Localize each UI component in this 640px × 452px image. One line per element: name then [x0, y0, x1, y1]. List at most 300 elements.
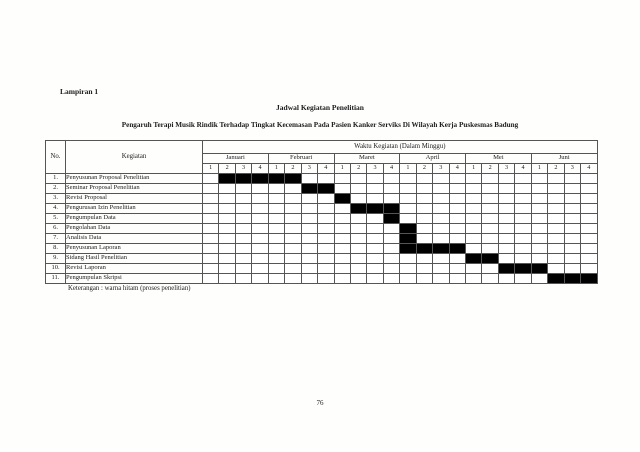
gantt-cell — [515, 214, 531, 224]
gantt-cell — [350, 174, 366, 184]
gantt-cell — [449, 244, 465, 254]
month-header-januari: Januari — [203, 154, 269, 164]
gantt-cell — [235, 224, 251, 234]
gantt-cell — [449, 214, 465, 224]
gantt-cell — [367, 274, 383, 284]
gantt-cell — [350, 264, 366, 274]
gantt-cell — [367, 214, 383, 224]
gantt-cell — [449, 274, 465, 284]
gantt-cell — [515, 174, 531, 184]
gantt-cell — [564, 274, 580, 284]
gantt-cell — [531, 174, 547, 184]
gantt-cell — [235, 264, 251, 274]
week-header: 3 — [301, 164, 317, 174]
row-number: 11. — [46, 274, 66, 284]
gantt-cell — [285, 194, 301, 204]
gantt-cell — [301, 274, 317, 284]
gantt-cell — [367, 244, 383, 254]
gantt-cell — [235, 254, 251, 264]
gantt-cell — [203, 274, 219, 284]
gantt-cell — [466, 254, 482, 264]
month-header-april: April — [400, 154, 466, 164]
gantt-cell — [203, 264, 219, 274]
gantt-cell — [367, 204, 383, 214]
gantt-cell — [482, 274, 498, 284]
gantt-cell — [350, 214, 366, 224]
gantt-cell — [235, 214, 251, 224]
gantt-cell — [334, 234, 350, 244]
gantt-cell — [367, 184, 383, 194]
table-row — [46, 204, 598, 214]
week-header: 1 — [400, 164, 416, 174]
gantt-cell — [515, 254, 531, 264]
activity-label: Seminar Proposal Penelitian — [66, 184, 203, 194]
gantt-cell — [433, 274, 449, 284]
gantt-cell — [466, 194, 482, 204]
gantt-cell — [482, 254, 498, 264]
gantt-cell — [252, 264, 268, 274]
gantt-cell — [203, 204, 219, 214]
gantt-cell — [268, 254, 284, 264]
activity-label: Revisi Laporan — [66, 264, 203, 274]
row-number: 10. — [46, 264, 66, 274]
gantt-cell — [482, 214, 498, 224]
gantt-cell — [449, 224, 465, 234]
week-header: 1 — [334, 164, 350, 174]
table-row — [46, 184, 598, 194]
gantt-cell — [564, 204, 580, 214]
activity-label: Revisi Proposal — [66, 194, 203, 204]
gantt-cell — [285, 214, 301, 224]
gantt-cell — [252, 254, 268, 264]
gantt-cell — [318, 244, 334, 254]
gantt-cell — [548, 244, 564, 254]
gantt-cell — [581, 204, 598, 214]
gantt-cell — [350, 204, 366, 214]
gantt-cell — [383, 274, 399, 284]
gantt-cell — [482, 234, 498, 244]
gantt-cell — [235, 174, 251, 184]
gantt-cell — [416, 234, 432, 244]
gantt-cell — [268, 274, 284, 284]
gantt-cell — [400, 254, 416, 264]
page-number: 76 — [316, 399, 324, 407]
gantt-cell — [219, 214, 235, 224]
gantt-cell — [433, 194, 449, 204]
gantt-cell — [334, 274, 350, 284]
row-number: 5. — [46, 214, 66, 224]
week-header: 3 — [235, 164, 251, 174]
gantt-cell — [219, 244, 235, 254]
gantt-cell — [203, 254, 219, 264]
gantt-cell — [433, 234, 449, 244]
row-number: 9. — [46, 254, 66, 264]
gantt-cell — [564, 244, 580, 254]
gantt-cell — [318, 224, 334, 234]
week-header: 3 — [433, 164, 449, 174]
gantt-cell — [515, 244, 531, 254]
gantt-cell — [449, 264, 465, 274]
week-header: 2 — [416, 164, 432, 174]
gantt-cell — [301, 184, 317, 194]
gantt-cell — [515, 204, 531, 214]
gantt-cell — [515, 274, 531, 284]
gantt-cell — [416, 264, 432, 274]
gantt-cell — [416, 184, 432, 194]
gantt-cell — [581, 214, 598, 224]
gantt-cell — [548, 174, 564, 184]
gantt-cell — [203, 184, 219, 194]
gantt-cell — [416, 254, 432, 264]
gantt-cell — [482, 204, 498, 214]
gantt-cell — [350, 184, 366, 194]
week-header: 4 — [515, 164, 531, 174]
gantt-cell — [531, 194, 547, 204]
gantt-cell — [548, 194, 564, 204]
gantt-cell — [252, 224, 268, 234]
gantt-cell — [564, 194, 580, 204]
gantt-cell — [515, 224, 531, 234]
gantt-cell — [449, 204, 465, 214]
gantt-cell — [219, 194, 235, 204]
gantt-cell — [482, 264, 498, 274]
gantt-cell — [285, 274, 301, 284]
gantt-cell — [466, 204, 482, 214]
gantt-cell — [433, 224, 449, 234]
gantt-cell — [219, 204, 235, 214]
gantt-cell — [400, 184, 416, 194]
gantt-cell — [318, 204, 334, 214]
week-header: 4 — [581, 164, 598, 174]
gantt-cell — [219, 224, 235, 234]
week-header: 4 — [449, 164, 465, 174]
gantt-cell — [449, 194, 465, 204]
gantt-cell — [498, 214, 514, 224]
activity-label: Sidang Hasil Penelitian — [66, 254, 203, 264]
gantt-cell — [318, 274, 334, 284]
gantt-cell — [350, 224, 366, 234]
week-header: 2 — [350, 164, 366, 174]
activity-label: Analisis Data — [66, 234, 203, 244]
col-header-waktu: Waktu Kegiatan (Dalam Minggu) — [203, 141, 598, 154]
gantt-cell — [581, 184, 598, 194]
week-header: 4 — [252, 164, 268, 174]
gantt-cell — [203, 174, 219, 184]
gantt-cell — [564, 184, 580, 194]
gantt-cell — [252, 274, 268, 284]
week-header: 3 — [367, 164, 383, 174]
gantt-cell — [466, 184, 482, 194]
row-number: 8. — [46, 244, 66, 254]
gantt-cell — [334, 254, 350, 264]
gantt-cell — [203, 234, 219, 244]
gantt-cell — [433, 174, 449, 184]
gantt-cell — [498, 244, 514, 254]
gantt-cell — [301, 174, 317, 184]
gantt-cell — [367, 194, 383, 204]
gantt-cell — [482, 184, 498, 194]
gantt-cell — [301, 264, 317, 274]
gantt-cell — [531, 214, 547, 224]
gantt-cell — [564, 214, 580, 224]
gantt-cell — [416, 174, 432, 184]
table-row — [46, 274, 598, 284]
gantt-cell — [285, 204, 301, 214]
row-number: 7. — [46, 234, 66, 244]
gantt-cell — [400, 174, 416, 184]
week-header: 3 — [498, 164, 514, 174]
table-row — [46, 174, 598, 184]
gantt-cell — [301, 194, 317, 204]
gantt-cell — [400, 274, 416, 284]
gantt-cell — [548, 204, 564, 214]
activity-label: Pengumpulan Data — [66, 214, 203, 224]
schedule-table — [45, 140, 598, 284]
week-header: 2 — [285, 164, 301, 174]
gantt-cell — [268, 224, 284, 234]
gantt-cell — [548, 184, 564, 194]
gantt-cell — [515, 194, 531, 204]
gantt-cell — [301, 244, 317, 254]
gantt-cell — [548, 264, 564, 274]
gantt-cell — [581, 194, 598, 204]
week-header: 1 — [531, 164, 547, 174]
gantt-cell — [416, 204, 432, 214]
gantt-cell — [498, 204, 514, 214]
table-row — [46, 234, 598, 244]
gantt-cell — [515, 264, 531, 274]
gantt-cell — [219, 254, 235, 264]
gantt-cell — [252, 204, 268, 214]
gantt-cell — [268, 214, 284, 224]
gantt-cell — [285, 184, 301, 194]
activity-label: Pengurusan Izin Penelitian — [66, 204, 203, 214]
gantt-cell — [301, 214, 317, 224]
gantt-cell — [350, 274, 366, 284]
gantt-cell — [498, 254, 514, 264]
month-header-juni: Juni — [531, 154, 597, 164]
gantt-cell — [400, 214, 416, 224]
gantt-cell — [581, 234, 598, 244]
row-number: 2. — [46, 184, 66, 194]
gantt-cell — [383, 224, 399, 234]
table-row — [46, 264, 598, 274]
gantt-cell — [203, 194, 219, 204]
table-row — [46, 214, 598, 224]
gantt-cell — [252, 234, 268, 244]
gantt-cell — [515, 184, 531, 194]
gantt-cell — [449, 174, 465, 184]
week-header: 4 — [318, 164, 334, 174]
gantt-cell — [498, 184, 514, 194]
gantt-cell — [482, 194, 498, 204]
week-header: 1 — [203, 164, 219, 174]
gantt-cell — [350, 194, 366, 204]
document-subtitle: Pengaruh Terapi Musik Rindik Terhadap Tingkat Kecemasan Pada Pasien Kanker Serviks Di Wilayah Kerja Puskesmas Badung — [121, 121, 519, 129]
gantt-cell — [350, 254, 366, 264]
table-row — [46, 194, 598, 204]
gantt-cell — [466, 174, 482, 184]
gantt-cell — [350, 234, 366, 244]
gantt-cell — [449, 254, 465, 264]
gantt-cell — [531, 224, 547, 234]
week-header: 1 — [466, 164, 482, 174]
gantt-cell — [252, 184, 268, 194]
gantt-cell — [235, 274, 251, 284]
gantt-cell — [564, 234, 580, 244]
gantt-cell — [498, 174, 514, 184]
gantt-cell — [482, 244, 498, 254]
gantt-cell — [581, 274, 598, 284]
row-number: 4. — [46, 204, 66, 214]
gantt-cell — [268, 244, 284, 254]
gantt-cell — [482, 174, 498, 184]
gantt-cell — [367, 174, 383, 184]
table-row — [46, 254, 598, 264]
gantt-cell — [367, 264, 383, 274]
gantt-cell — [433, 244, 449, 254]
gantt-cell — [564, 264, 580, 274]
gantt-cell — [318, 174, 334, 184]
gantt-cell — [285, 254, 301, 264]
gantt-cell — [449, 184, 465, 194]
week-header: 2 — [482, 164, 498, 174]
gantt-cell — [466, 244, 482, 254]
gantt-cell — [318, 184, 334, 194]
gantt-cell — [219, 264, 235, 274]
gantt-cell — [383, 174, 399, 184]
gantt-cell — [383, 204, 399, 214]
gantt-cell — [531, 254, 547, 264]
gantt-cell — [383, 244, 399, 254]
gantt-cell — [433, 214, 449, 224]
week-header: 2 — [548, 164, 564, 174]
gantt-cell — [318, 214, 334, 224]
gantt-cell — [383, 264, 399, 274]
gantt-cell — [334, 214, 350, 224]
gantt-cell — [564, 224, 580, 234]
gantt-cell — [235, 244, 251, 254]
gantt-cell — [318, 264, 334, 274]
gantt-cell — [219, 274, 235, 284]
gantt-cell — [466, 264, 482, 274]
gantt-cell — [531, 264, 547, 274]
table-row — [46, 244, 598, 254]
gantt-cell — [252, 194, 268, 204]
gantt-cell — [400, 234, 416, 244]
gantt-cell — [285, 244, 301, 254]
gantt-cell — [383, 234, 399, 244]
gantt-cell — [548, 274, 564, 284]
gantt-cell — [564, 174, 580, 184]
gantt-cell — [301, 234, 317, 244]
col-header-kegiatan: Kegiatan — [66, 141, 203, 174]
row-number: 1. — [46, 174, 66, 184]
table-row — [46, 224, 598, 234]
gantt-cell — [334, 264, 350, 274]
gantt-cell — [581, 174, 598, 184]
gantt-cell — [433, 184, 449, 194]
gantt-cell — [416, 194, 432, 204]
gantt-cell — [548, 234, 564, 244]
gantt-cell — [318, 254, 334, 264]
gantt-cell — [548, 214, 564, 224]
activity-label: Pengumpulan Skripsi — [66, 274, 203, 284]
gantt-cell — [581, 264, 598, 274]
gantt-cell — [548, 224, 564, 234]
gantt-cell — [334, 204, 350, 214]
gantt-cell — [334, 244, 350, 254]
gantt-cell — [252, 174, 268, 184]
gantt-cell — [367, 224, 383, 234]
gantt-cell — [466, 234, 482, 244]
gantt-cell — [581, 244, 598, 254]
gantt-cell — [235, 204, 251, 214]
gantt-cell — [581, 254, 598, 264]
gantt-cell — [515, 234, 531, 244]
gantt-cell — [268, 264, 284, 274]
gantt-cell — [416, 244, 432, 254]
gantt-cell — [383, 184, 399, 194]
gantt-cell — [219, 174, 235, 184]
gantt-cell — [252, 214, 268, 224]
document-title: Jadwal Kegiatan Penelitian — [276, 103, 364, 112]
gantt-cell — [449, 234, 465, 244]
gantt-cell — [235, 234, 251, 244]
row-number: 6. — [46, 224, 66, 234]
gantt-cell — [581, 224, 598, 234]
gantt-cell — [383, 214, 399, 224]
gantt-cell — [334, 194, 350, 204]
gantt-cell — [531, 184, 547, 194]
gantt-cell — [334, 224, 350, 234]
gantt-cell — [268, 194, 284, 204]
gantt-cell — [301, 224, 317, 234]
week-header: 2 — [219, 164, 235, 174]
week-header: 3 — [564, 164, 580, 174]
month-header-maret: Maret — [334, 154, 400, 164]
gantt-cell — [416, 214, 432, 224]
gantt-cell — [268, 184, 284, 194]
gantt-cell — [285, 234, 301, 244]
gantt-cell — [219, 234, 235, 244]
month-header-februari: Februari — [268, 154, 334, 164]
gantt-cell — [350, 244, 366, 254]
gantt-cell — [416, 274, 432, 284]
gantt-cell — [203, 214, 219, 224]
gantt-cell — [367, 254, 383, 264]
lampiran-label: Lampiran 1 — [60, 87, 99, 96]
week-header: 4 — [383, 164, 399, 174]
gantt-cell — [400, 194, 416, 204]
gantt-cell — [383, 194, 399, 204]
activity-label: Penyusunan Laporan — [66, 244, 203, 254]
gantt-cell — [285, 224, 301, 234]
gantt-cell — [531, 244, 547, 254]
gantt-cell — [367, 234, 383, 244]
gantt-cell — [548, 254, 564, 264]
gantt-cell — [531, 234, 547, 244]
gantt-cell — [235, 194, 251, 204]
gantt-cell — [285, 174, 301, 184]
gantt-cell — [466, 214, 482, 224]
activity-label: Penyusunan Proposal Penelitian — [66, 174, 203, 184]
gantt-cell — [498, 264, 514, 274]
gantt-cell — [433, 204, 449, 214]
gantt-cell — [498, 224, 514, 234]
gantt-cell — [466, 274, 482, 284]
gantt-cell — [334, 184, 350, 194]
